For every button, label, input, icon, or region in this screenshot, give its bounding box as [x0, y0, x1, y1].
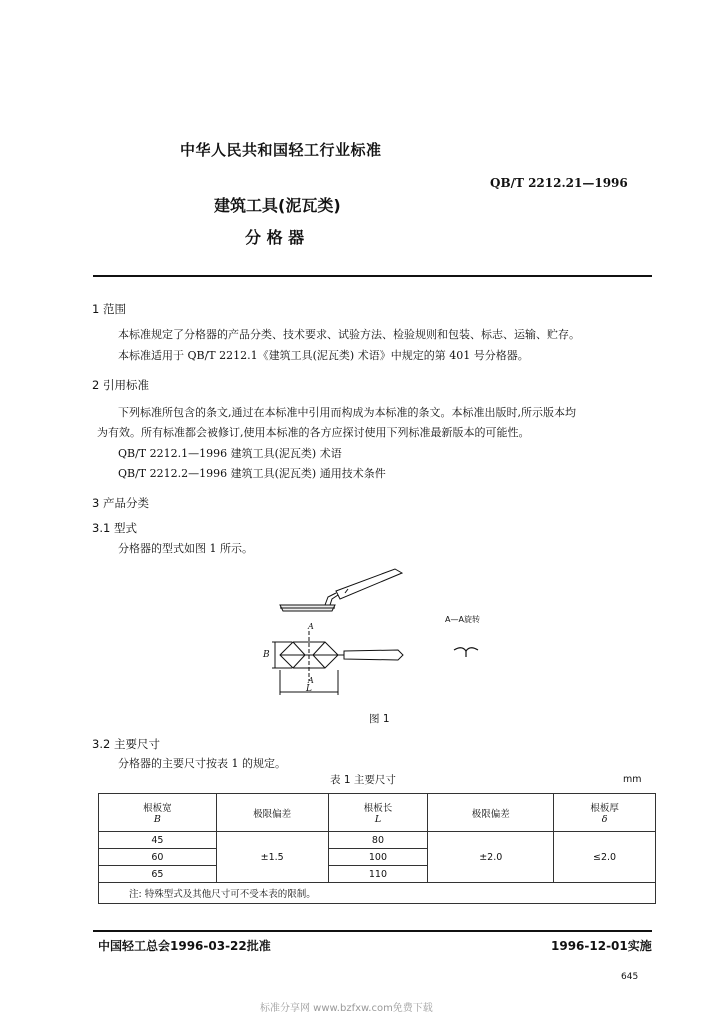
- header-rule: [93, 275, 652, 277]
- section-2-para-1: 下列标准所包含的条文,通过在本标准中引用而构成为本标准的条文。本标准出版时,所示版本均: [118, 406, 576, 419]
- table-row: [99, 832, 656, 849]
- section-1-heading: 1 范围: [92, 302, 126, 316]
- section-view-label: A—A旋转: [445, 615, 480, 624]
- cell-width: 65: [99, 866, 217, 883]
- cell-length: 100: [328, 849, 428, 866]
- section-3-1-heading: 3.1 型式: [92, 521, 137, 535]
- reference-2: QB/T 2212.2—1996 建筑工具(泥瓦类) 通用技术条件: [118, 467, 386, 480]
- cell-width: 45: [99, 832, 217, 849]
- section-3-2-heading: 3.2 主要尺寸: [92, 737, 160, 751]
- header-length: 根板长 L: [328, 794, 428, 832]
- footer-rule: [93, 930, 652, 932]
- figure-1-caption: 图 1: [369, 713, 390, 725]
- section-2-heading: 2 引用标准: [92, 378, 149, 392]
- table-1: [98, 793, 656, 904]
- approval-line: 中国轻工总会1996-03-22批准: [98, 939, 271, 953]
- table-header-row: [99, 794, 656, 832]
- table-1-caption: 表 1 主要尺寸: [330, 774, 396, 786]
- section-2-para-1-cont: 为有效。所有标准都会被修订,使用本标准的各方应探讨使用下列标准最新版本的可能性。: [97, 426, 530, 439]
- implementation-line: 1996-12-01实施: [551, 939, 652, 953]
- dimension-label-l: L: [306, 684, 312, 694]
- table-1-unit: mm: [623, 774, 642, 785]
- page-number: 645: [621, 972, 639, 982]
- dimension-label-b: B: [263, 650, 270, 660]
- section-3-2-text: 分格器的主要尺寸按表 1 的规定。: [118, 757, 286, 770]
- cell-tolerance-1: ±1.5: [216, 832, 328, 883]
- section-mark-a-top: A: [308, 622, 314, 631]
- section-mark-a-bottom: A: [308, 676, 314, 685]
- document-subtitle: 分 格 器: [245, 228, 305, 247]
- section-3-1-text: 分格器的型式如图 1 所示。: [118, 542, 253, 555]
- section-1-para-2: 本标准适用于 QB/T 2212.1《建筑工具(泥瓦类) 术语》中规定的第 401 号分格器。: [118, 349, 529, 362]
- header-tolerance-2: 极限偏差: [428, 794, 554, 832]
- org-title: 中华人民共和国轻工行业标准: [180, 141, 382, 159]
- table-note: 注: 特殊型式及其他尺寸可不受本表的限制。: [99, 883, 656, 904]
- cell-length: 80: [328, 832, 428, 849]
- cell-tolerance-2: ±2.0: [428, 832, 554, 883]
- header-thickness: 根板厚 δ: [554, 794, 656, 832]
- standard-number: QB/T 2212.21—1996: [490, 176, 628, 190]
- cell-length: 110: [328, 866, 428, 883]
- section-1-para-1: 本标准规定了分格器的产品分类、技术要求、试验方法、检验规则和包装、标志、运输、贮存。: [118, 328, 580, 341]
- watermark: 标准分享网 www.bzfxw.com免费下载: [260, 1003, 433, 1014]
- reference-1: QB/T 2212.1—1996 建筑工具(泥瓦类) 术语: [118, 447, 342, 460]
- cell-thickness: ≤2.0: [554, 832, 656, 883]
- cell-width: 60: [99, 849, 217, 866]
- header-tolerance-1: 极限偏差: [216, 794, 328, 832]
- section-3-heading: 3 产品分类: [92, 496, 149, 510]
- figure-1-drawing: [240, 555, 540, 715]
- table-note-row: [99, 883, 656, 904]
- header-width: 根板宽 B: [99, 794, 217, 832]
- document-title: 建筑工具(泥瓦类): [214, 196, 341, 215]
